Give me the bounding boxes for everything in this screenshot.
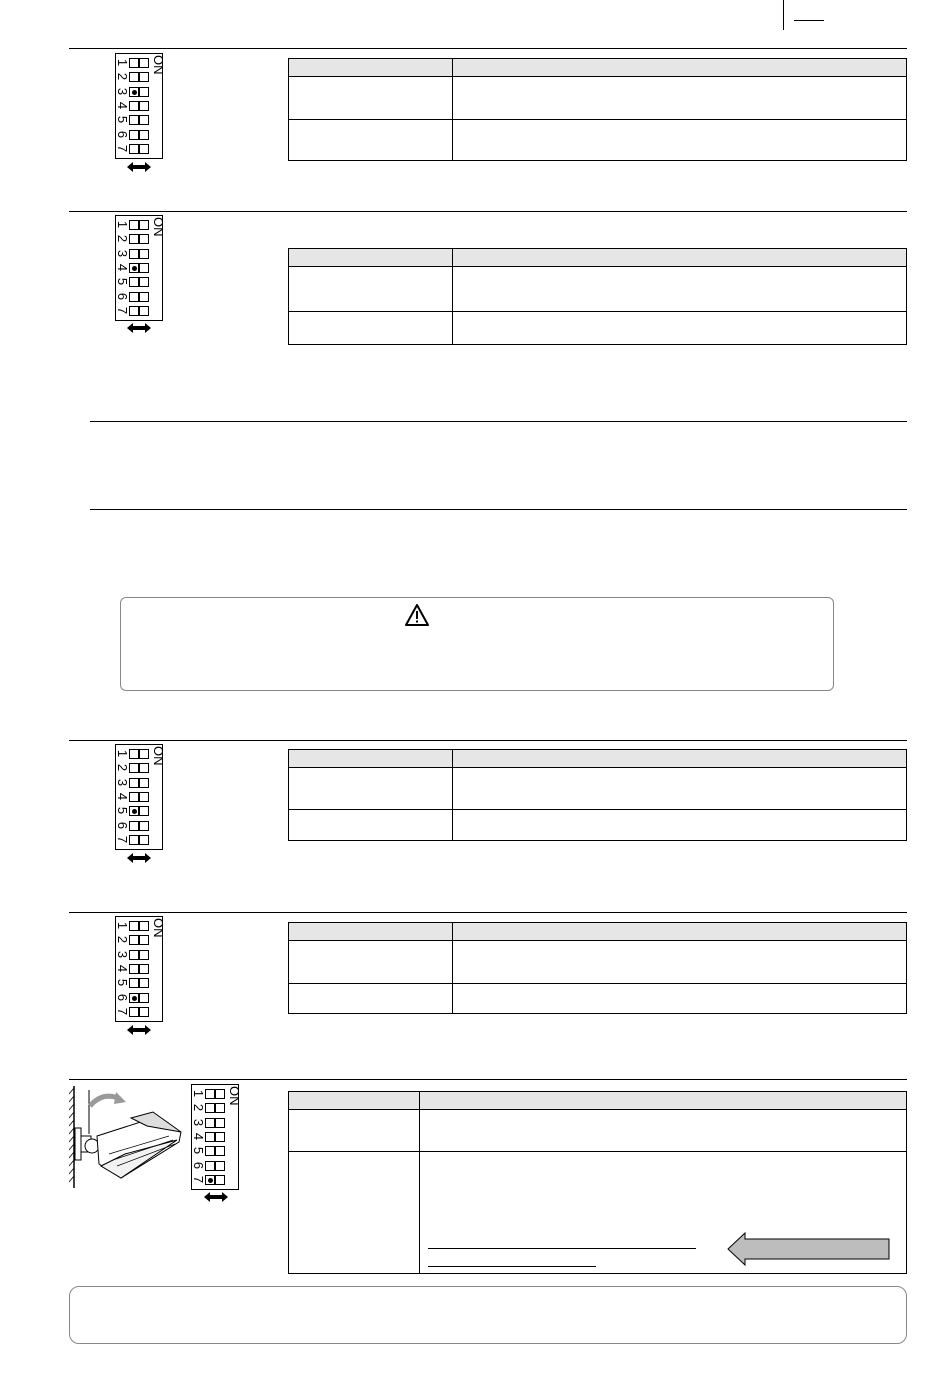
dip-switch-on-box [139,792,149,802]
dip-switch-row [192,1102,232,1115]
dip-switch-number: 4 [115,101,130,109]
dip-switch-number: 4 [115,263,130,271]
dip-switch-off-box [129,249,139,259]
dip-switch-row [116,291,156,304]
dip-switch-on-box [139,1007,149,1017]
dip-switch-off-box [129,306,139,316]
dip-switch-on-box [139,935,149,945]
dip-switch-on-box [139,220,149,230]
dip-switch-on-box [139,835,149,845]
dip-switch-on-box [139,144,149,154]
dip-switch-position-dot [132,90,137,95]
dip-switch-on-box [139,292,149,302]
dip-switch-number: 7 [115,306,130,314]
dip-switch-number: 3 [191,1118,206,1126]
dip-switch-number: 7 [115,835,130,843]
dip-switch [191,1084,242,1190]
dip-switch-row [116,977,156,990]
dip-switch-off-box [205,1118,215,1128]
section-divider [69,740,907,741]
note-box [69,1286,907,1344]
dip-switch-number: 3 [115,87,130,95]
dip-switch-number: 5 [115,278,130,286]
dip-switch-off-box [129,778,139,788]
dip-switch-number: 3 [115,249,130,257]
dip-switch-row [116,777,156,790]
dip-switch-row [192,1131,232,1144]
section-divider [69,211,907,212]
dip-switch-row [116,86,156,99]
dip-switch-on-box [139,115,149,125]
dip-switch-off-box [129,978,139,988]
dip-switch-row [116,129,156,142]
dip-switch-off-box [129,792,139,802]
section-divider [69,1079,907,1080]
dip-switch-off-box [205,1132,215,1142]
dip-switch-row [116,805,156,818]
dip-switch-on-box [139,234,149,244]
left-arrow-icon [727,1232,891,1266]
dip-switch-off-box [129,950,139,960]
dip-switch-row [116,57,156,70]
dip-switch [115,916,166,1022]
dip-switch-row [116,305,156,318]
dip-switch-off-box [129,749,139,759]
dip-switch-on-box [139,249,149,259]
dip-switch-off-box [129,935,139,945]
dip-switch-off-box [205,1089,215,1099]
crop-mark [783,0,784,30]
dip-switch-number: 7 [191,1175,206,1183]
dip-switch-position-dot [132,996,137,1001]
dip-switch-number: 6 [115,292,130,300]
dip-switch-row [116,963,156,976]
dip-switch-on-box [139,306,149,316]
dip-switch-on-box [139,87,149,97]
dip-switch-row [116,248,156,261]
dip-switch-row [116,100,156,113]
dip-switch-row [116,992,156,1005]
dip-switch-number: 7 [115,144,130,152]
dip-switch-number: 4 [115,792,130,800]
section-divider [90,509,907,510]
underline-rule [428,1248,696,1249]
dip-switch-row [116,262,156,275]
dip-switch-position-dot [132,809,137,814]
dip-switch-row [116,748,156,761]
dip-switch-row [116,791,156,804]
dip-switch [115,215,166,321]
dip-switch-off-box [129,87,139,97]
dip-switch-off-box [129,964,139,974]
dip-switch-off-box [129,993,139,1003]
dip-switch-row [116,1006,156,1019]
dip-switch-on-box [139,821,149,831]
dip-switch-on-box [139,101,149,111]
dip-switch-on-box [215,1161,225,1171]
dip-switch-number: 2 [115,73,130,81]
dip-switch-number: 5 [191,1147,206,1155]
dip-switch-off-box [129,72,139,82]
dip-switch-off-box [129,234,139,244]
dip-switch-row [116,219,156,232]
dip-switch-off-box [129,277,139,287]
double-arrow-icon [127,853,151,863]
double-arrow-icon [127,162,151,172]
dip-switch-number: 1 [115,921,130,930]
section-divider [90,421,907,422]
dip-switch-row [192,1088,232,1101]
double-arrow-icon [127,1025,151,1035]
dip-on-label: ON [151,217,166,237]
dip-switch-on-box [215,1089,225,1099]
dip-switch-off-box [129,292,139,302]
dip-switch-on-box [139,978,149,988]
dip-switch-row [116,276,156,289]
dip-switch-number: 1 [115,58,130,67]
dip-switch-on-box [139,72,149,82]
dip-switch-on-box [139,993,149,1003]
dip-switch [115,53,166,159]
dip-switch-off-box [205,1146,215,1156]
dip-switch-row [116,834,156,847]
dip-switch-number: 4 [191,1132,206,1140]
dip-switch-off-box [205,1161,215,1171]
dip-switch-row [116,114,156,127]
dip-switch-number: 6 [115,993,130,1001]
dip-switch-on-box [139,263,149,273]
dip-switch-row [116,920,156,933]
warning-triangle-icon [405,604,429,626]
dip-switch-off-box [129,921,139,931]
settings-table [288,922,907,1014]
settings-table [288,749,907,841]
dip-switch-off-box [129,763,139,773]
dip-switch-off-box [129,101,139,111]
dip-on-label: ON [151,918,166,938]
dip-switch-position-dot [132,266,137,271]
dip-switch-on-box [139,58,149,68]
dip-switch-off-box [129,821,139,831]
dip-switch-row [192,1117,232,1130]
dip-switch-off-box [129,220,139,230]
dip-switch-number: 2 [115,764,130,772]
dip-switch-row [116,949,156,962]
dip-switch-off-box [129,835,139,845]
dip-switch-row [116,762,156,775]
dip-switch-number: 5 [115,116,130,124]
double-arrow-icon [204,1192,228,1202]
dip-switch-on-box [215,1118,225,1128]
settings-table [288,248,907,345]
dip-switch-off-box [205,1175,215,1185]
dip-switch-row [116,820,156,833]
dip-switch-row [116,71,156,84]
dip-switch-on-box [215,1146,225,1156]
dip-switch-number: 3 [115,778,130,786]
dip-switch-number: 1 [115,749,130,758]
dip-switch-number: 1 [115,220,130,229]
dip-switch-off-box [129,115,139,125]
dip-switch-row [192,1145,232,1158]
dip-switch-number: 5 [115,979,130,987]
dip-switch-on-box [139,806,149,816]
dip-switch-number: 2 [115,936,130,944]
section-divider [69,912,907,913]
dip-on-label: ON [227,1086,242,1106]
dip-on-label: ON [151,746,166,766]
dip-switch-row [116,934,156,947]
dip-switch-on-box [215,1132,225,1142]
dip-switch-on-box [215,1103,225,1113]
dip-switch-off-box [129,1007,139,1017]
dip-switch-row [192,1174,232,1187]
dip-switch-row [116,233,156,246]
dip-switch-off-box [129,263,139,273]
dip-switch-number: 6 [115,130,130,138]
dip-switch-on-box [139,950,149,960]
dip-switch-on-box [139,921,149,931]
dip-switch-number: 3 [115,950,130,958]
dip-switch-off-box [129,806,139,816]
underline-rule [428,1266,596,1267]
caution-box [120,597,834,691]
dip-switch-on-box [215,1175,225,1185]
double-arrow-icon [127,323,151,333]
dip-switch-off-box [129,58,139,68]
dip-switch-off-box [205,1103,215,1113]
dip-switch-number: 5 [115,807,130,815]
dip-switch-off-box [129,144,139,154]
dip-switch-on-box [139,749,149,759]
dip-on-label: ON [151,55,166,75]
dip-switch [115,744,166,850]
dip-switch-number: 4 [115,964,130,972]
dip-switch-number: 2 [115,235,130,243]
dip-switch-on-box [139,130,149,140]
section-divider [69,48,907,49]
dip-switch-on-box [139,277,149,287]
dip-switch-row [116,143,156,156]
dip-switch-row [192,1160,232,1173]
dip-switch-position-dot [208,1178,213,1183]
dip-switch-number: 6 [191,1161,206,1169]
dip-switch-on-box [139,964,149,974]
dip-switch-number: 1 [191,1089,206,1098]
dip-switch-number: 7 [115,1007,130,1015]
crop-mark [794,20,824,21]
settings-table [288,58,907,161]
dip-switch-on-box [139,763,149,773]
dip-switch-number: 2 [191,1104,206,1112]
dip-switch-on-box [139,778,149,788]
curved-arrow-icon [88,1090,128,1110]
dip-switch-number: 6 [115,821,130,829]
dip-switch-off-box [129,130,139,140]
